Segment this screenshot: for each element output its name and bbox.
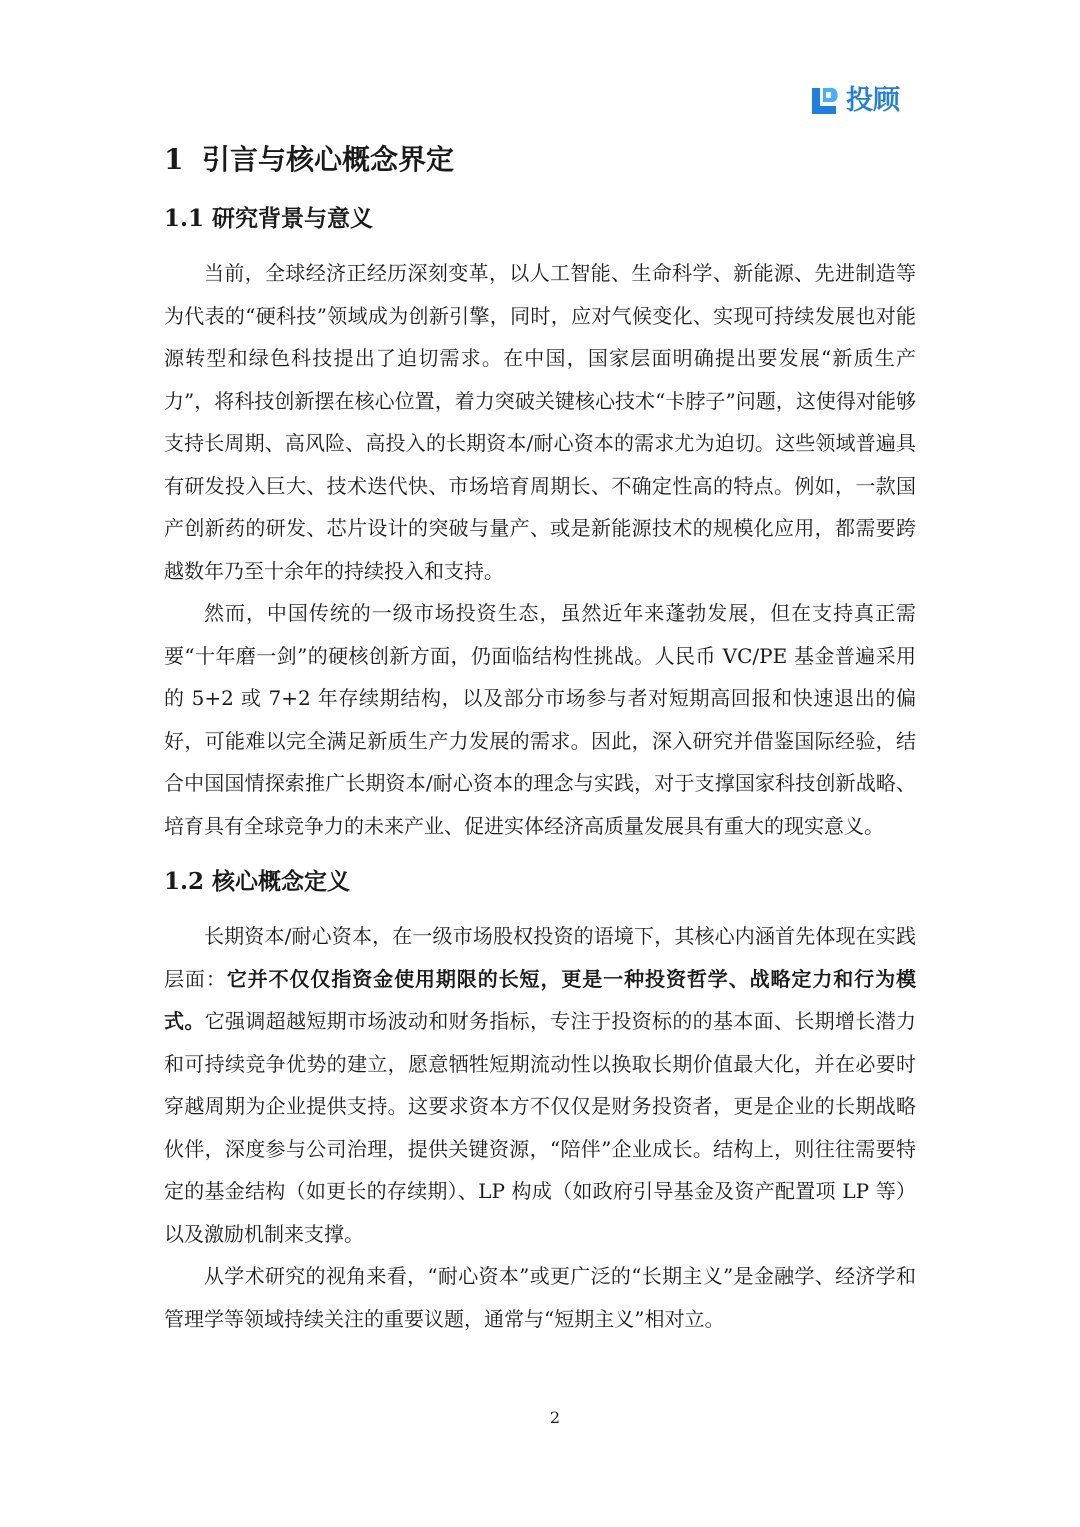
document-body <box>164 136 916 1340</box>
section-1-number: 1 <box>164 143 184 176</box>
section-1-title: 引言与核心概念界定 <box>202 143 455 176</box>
brand-logo-icon <box>808 84 842 118</box>
page-number: 2 <box>549 1408 561 1427</box>
brand-logo <box>808 84 900 118</box>
section-1-1-heading: 1.1 研究背景与意义 <box>164 205 374 232</box>
section-1-2-paragraph-2: 从学术研究的视角来看，“耐心资本”或更广泛的“长期主义”是金融学、经济学和管理学等领域持续关注的重要议题，通常与“短期主义”相对立。 <box>164 1264 916 1331</box>
emphasis-text: 它并不仅仅指资金使用期限的长短，更是一种投资哲学、战略定力和行为模式。 <box>164 966 917 1033</box>
paragraph-text: 它强调超越短期市场波动和财务指标，专注于投资标的的基本面、长期增长潜力和可持续竞争优势的建立，愿意牺牲短期流动性以换取长期价值最大化，并在必要时穿越周期为企业提供支持。这要求资本方不仅仅是财务投资者，更是企业的长期战略伙伴，深度参与公司治理，提供关键资源，“陪伴”企业成长。结构上，则往往需要特定的基金结构（如更长的存续期）、LP 构成（如政府引导基金及资产配置项 LP 等）以及激励机制来支撑。 <box>164 1009 917 1246</box>
section-1-1-paragraph-1: 当前，全球经济正经历深刻变革，以人工智能、生命科学、新能源、先进制造等为代表的“硬科技”领域成为创新引擎，同时，应对气候变化、实现可持续发展也对能源转型和绿色科技提出了迫切需求。在中国，国家层面明确提出要发展“新质生产力”，将科技创新摆在核心位置，着力突破关键核心技术“卡脖子”问题，这使得对能够支持长周期、高风险、高投入的长期资本/耐心资本的需求尤为迫切。这些领域普遍具有研发投入巨大、技术迭代快、市场培育周期长、不确定性高的特点。例如，一款国产创新药的研发、芯片设计的突破与量产、或是新能源技术的规模化应用，都需要跨越数年乃至十余年的持续投入和支持。 <box>164 261 916 583</box>
section-1-heading <box>164 136 916 184</box>
section-1-1-paragraph-2: 然而，中国传统的一级市场投资生态，虽然近年来蓬勃发展，但在支持真正需要“十年磨一剑”的硬核创新方面，仍面临结构性挑战。人民币 VC/PE 基金普遍采用的 5+2 或 7+2 年存续期结构，以及部分市场参与者对短期高回报和快速退出的偏好，可能难以完全满足新质生产力发展的需求。因此，深入研究并借鉴国际经验，结合中国国情探索推广长期资本/耐心资本的理念与实践，对于支撑国家科技创新战略、培育具有全球竞争力的未来产业、促进实体经济高质量发展具有重大的现实意义。 <box>164 601 916 838</box>
section-1-2-heading: 1.2 核心概念定义 <box>164 868 351 895</box>
brand-logo-text: 投顾 <box>846 85 900 116</box>
paragraph-text: 长期资本/耐心资本，在一级市场股权投资的语境下，其核心内涵首先体现在实践层面： <box>164 924 916 991</box>
section-1-2-paragraph-1 <box>164 915 916 1255</box>
